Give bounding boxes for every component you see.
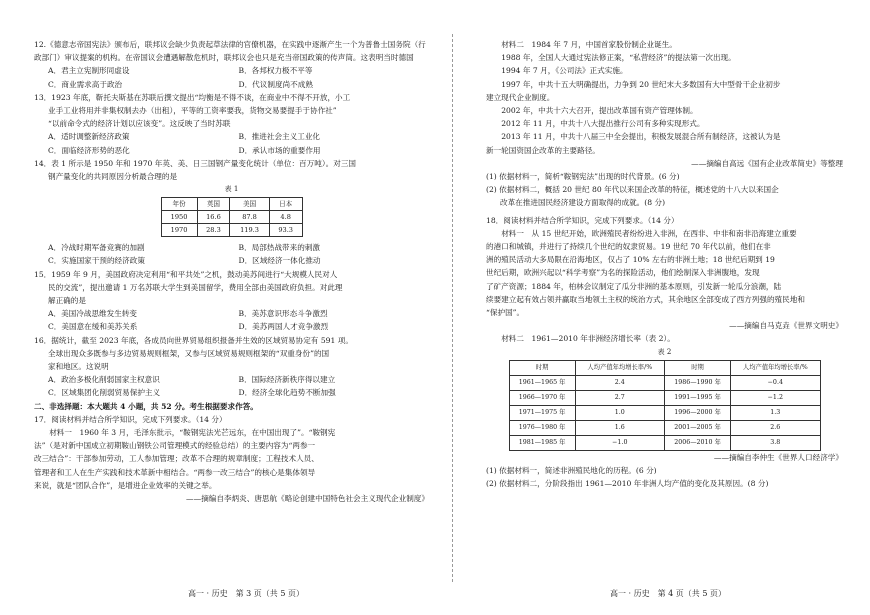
table-cell: 1996—2000 年 xyxy=(664,405,730,420)
table-header-row xyxy=(161,198,302,211)
table-header-cell: 年份 xyxy=(161,198,197,211)
q17-stem: 17．阅读材料并结合所学知识，完成下列要求。（14 分） xyxy=(34,414,227,424)
table-header-cell: 日本 xyxy=(269,198,302,211)
q15-options xyxy=(34,307,429,333)
q16-option-c[interactable]: C．区域集团化削弱贸易保护主义 xyxy=(48,388,161,398)
table-cell: 2.4 xyxy=(575,375,664,390)
q18-stem: 18．阅读材料并结合所学知识，完成下列要求。（14 分） xyxy=(486,215,679,225)
table-cell: 1.6 xyxy=(575,420,664,435)
q12-option-b[interactable]: B．各邦权力极不平等 xyxy=(238,66,313,76)
q18-material1-line-6: 续要建立起有效占领并赢取当地领土主权的统治方式，其余地区全部变成了西方列强的殖民地和 xyxy=(486,294,805,304)
table-cell: 3.8 xyxy=(731,435,820,450)
q17-material2-source: ——摘编自高远《国有企业改革简史》等整理 xyxy=(691,158,843,168)
q14-options xyxy=(34,241,429,267)
section-2-heading: 二、非选择题：本大题共 4 小题，共 52 分。考生根据要求作答。 xyxy=(34,401,258,411)
q16-stem-line-1: 16．据统计，截至 2023 年底，各成员向世界贸易组织报备并生效的区域贸易协定有 591 项。 xyxy=(34,335,353,345)
q17-material2-line-5: 建立现代企业制度。 xyxy=(486,92,555,102)
q13-stem-line-2: 业手工业将用并非集权制去办（出租），平等的工资率要我，货物交易要提手于协作社” xyxy=(48,106,337,116)
q12-options xyxy=(34,64,429,90)
steel-output-table xyxy=(161,197,303,237)
table-cell: 1971—1975 年 xyxy=(509,405,575,420)
q13-stem-line-1: 13．1923 年底，靳托夫斯基在苏联后撰文提出“均衡是不得不谈，在商业中不得不开放，小工 xyxy=(34,92,351,102)
q17-ask-1: (1) 依据材料一，简析“鞍钢宪法”出现的时代背景。(6 分) xyxy=(486,172,680,182)
q17-material2-line-2: 1988 年，全国人大通过宪法修正案，“私营经济”的提法第一次出现。 xyxy=(501,53,736,63)
q17-material1-source: ——摘编自李炳炎、唐思航《略论创建中国特色社会主义现代企业制度》 xyxy=(186,494,429,504)
table-cell: 2.7 xyxy=(575,390,664,405)
table-cell: 1981—1985 年 xyxy=(509,435,575,450)
footer-right-page-number: 高一 · 历史 第 4 页（共 5 页） xyxy=(610,589,726,598)
q18-material1-line-1: 材料一 从 15 世纪开始，欧洲殖民者纷纷进入非洲，在西非、中非和南非沿海建立重要 xyxy=(501,228,797,238)
q14-option-d[interactable]: D．区域经济一体化推动 xyxy=(238,256,321,266)
q13-stem-line-3: “以前命令式的经济计划以应该变”。这反映了当时苏联 xyxy=(48,119,231,129)
q12-option-c[interactable]: C．商业需求高于政治 xyxy=(48,79,123,89)
right-page xyxy=(486,38,843,490)
table-cell: 119.3 xyxy=(230,224,270,237)
q13-option-c[interactable]: C．面临经济形势的恶化 xyxy=(48,145,130,155)
q16-options xyxy=(34,373,429,399)
q18-material1-source: ——摘编自马克垚《世界文明史》 xyxy=(729,321,843,331)
table1-caption: 表 1 xyxy=(224,185,239,194)
table-cell: 1966—1970 年 xyxy=(509,390,575,405)
q13-option-d[interactable]: D．承认市场的重要作用 xyxy=(238,145,321,155)
table-cell: 1986—1990 年 xyxy=(664,375,730,390)
q17-material1-line-5: 来说，就是“团队合作”，是增进企业效率的关键之举。 xyxy=(34,480,217,490)
q17-material1-line-2: 法”（是对新中国成立初期鞍山钢铁公司管理模式的经验总结）的主要内容为“两参一 xyxy=(34,441,316,451)
q18-material1-line-5: 了矿产资源；1884 年，柏林会议制定了瓜分非洲的基本原则，引发新一轮瓜分浪潮，陆 xyxy=(486,281,782,291)
q17-material1-line-4: 管理者和工人在生产实践和技术革新中相结合。“两参一改三结合”的核心是集体领导 xyxy=(34,467,316,477)
table-cell: 2.6 xyxy=(731,420,820,435)
q15-option-d[interactable]: D．美苏两国人才竞争激烈 xyxy=(238,322,329,332)
table-row xyxy=(509,420,820,435)
table-row xyxy=(161,211,302,224)
table-cell: 93.3 xyxy=(269,224,302,237)
q17-material2-line-9: 新一轮国资国企改革的主要路径。 xyxy=(486,145,600,155)
africa-growth-table xyxy=(509,360,821,451)
table-header-row xyxy=(509,360,820,375)
q16-option-d[interactable]: D．经济全球化趋势不断加强 xyxy=(238,388,336,398)
table-cell: 1.0 xyxy=(575,405,664,420)
q18-material1-line-3: 洲的殖民活动大多局限在沿海地区，仅占了 10% 左右的非洲土地；18 世纪后期到 19 xyxy=(486,255,775,265)
table-cell: 1.3 xyxy=(731,405,820,420)
q14-option-a[interactable]: A．冷战时期军备竞赛的加剧 xyxy=(48,243,145,253)
table-header-cell: 时期 xyxy=(664,360,730,375)
q17-material2-line-7: 2012 年 11 月，中共十八大提出推行公司有多种实现形式。 xyxy=(501,119,705,129)
q14-stem-line-2: 钢产量变化的共同原因分析最合理的是 xyxy=(48,172,178,182)
footer-left-page-number: 高一 · 历史 第 3 页（共 5 页） xyxy=(188,589,304,598)
q17-ask-2-cont: 改革在推进国民经济建设方面取得的成就。(8 分) xyxy=(500,198,666,208)
q13-option-a[interactable]: A．适时调整新经济政策 xyxy=(48,132,130,142)
q17-material2-line-4: 1997 年，中共十五大明确提出，力争到 20 世纪末大多数国有大中型骨干企业初步 xyxy=(501,79,781,89)
table-cell: 28.3 xyxy=(197,224,230,237)
table-row xyxy=(509,375,820,390)
q17-material1-line-3: 改三结合”：干部参加劳动，工人参加管理；改革不合理的规章制度；工程技术人员、 xyxy=(34,454,319,464)
table-cell: 1950 xyxy=(161,211,197,224)
q18-material1-line-7: “保护国”。 xyxy=(486,308,525,318)
table-row xyxy=(509,435,820,450)
table-cell: 1961—1965 年 xyxy=(509,375,575,390)
q15-stem-line-1: 15．1959 年 9 月，美国政府决定利用“和平共处”之机，鼓动美苏间进行“大规模人民对人 xyxy=(34,269,338,279)
q17-ask-2: (2) 依据材料二，概括 20 世纪 80 年代以来国企改革的特征，概述党的十八大以来国企 xyxy=(486,185,779,195)
q12-option-a[interactable]: A．君主立宪制形同虚设 xyxy=(48,66,130,76)
table-row xyxy=(509,405,820,420)
q18-material1-line-4: 世纪后期，欧洲兴起以“科学考察”为名的探险活动，他们绘制深入非洲腹地，发现 xyxy=(486,268,760,278)
table-header-cell: 英国 xyxy=(197,198,230,211)
table-header-cell: 时期 xyxy=(509,360,575,375)
table-cell: 2001—2005 年 xyxy=(664,420,730,435)
table-cell: 1976—1980 年 xyxy=(509,420,575,435)
q17-material2-line-3: 1994 年 7 月，《公司法》正式实施。 xyxy=(501,66,628,76)
table-cell: 2006—2010 年 xyxy=(664,435,730,450)
q18-material2-title: 材料二 1961—2010 年非洲经济增长率（表 2）。 xyxy=(501,334,675,344)
q17-material2-line-6: 2002 年，中共十六大召开，提出改革国有资产管理体制。 xyxy=(501,106,698,116)
q18-ask-1: (1) 依据材料一，简述非洲殖民地化的历程。(6 分) xyxy=(486,465,657,475)
q17-material1-line-1: 材料一 1960 年 3 月，毛泽东批示，“鞍钢宪法光芒远东，在中国出现了”。“鞍钢宪 xyxy=(49,428,336,438)
q15-option-a[interactable]: A．美国冷战思维发生转变 xyxy=(48,309,138,319)
table-cell: −1.0 xyxy=(575,435,664,450)
q15-option-c[interactable]: C．美国意在缓和美苏关系 xyxy=(48,322,138,332)
page-divider xyxy=(452,34,453,582)
table-cell: 1970 xyxy=(161,224,197,237)
q13-options xyxy=(34,130,429,156)
q15-stem-line-2: 民的交流”，提出邀请 1 万名苏联大学生到美国留学，费用全部由美国政府负担。对此理 xyxy=(48,282,343,292)
table-header-cell: 人均产值年均增长率/% xyxy=(731,360,820,375)
table-cell: 87.8 xyxy=(230,211,270,224)
table-cell: 16.6 xyxy=(197,211,230,224)
table-cell: −1.2 xyxy=(731,390,820,405)
q13-option-b[interactable]: B．推进社会主义工业化 xyxy=(238,132,321,142)
table-header-cell: 人均产值年均增长率/% xyxy=(575,360,664,375)
table-cell: 1991—1995 年 xyxy=(664,390,730,405)
q15-option-b[interactable]: B．美苏意识形态斗争激烈 xyxy=(238,309,328,319)
q14-stem-line-1: 14．表 1 所示是 1950 年和 1970 年英、美、日三国钢产量变化统计（单位：百万吨）。对三国 xyxy=(34,158,357,168)
q17-material2-line-8: 2013 年 11 月，中共十八届三中全会提出，积极发展混合所有制经济，这被认为是 xyxy=(501,132,781,142)
q16-stem-line-2: 全球出现众多既参与多边贸易规则框架，又参与区域贸易规则框架的“双重身份”的国 xyxy=(48,348,330,358)
q14-option-b[interactable]: B．局部热战带来的刺激 xyxy=(238,243,321,253)
q17-material2-line-1: 材料二 1984 年 7 月，中国首家股份制企业诞生。 xyxy=(501,40,677,49)
q14-option-c[interactable]: C．实施国家干预的经济政策 xyxy=(48,256,145,266)
q16-option-b[interactable]: B．国际经济新秩序得以建立 xyxy=(238,375,336,385)
q16-stem-line-3: 家和地区。这说明 xyxy=(48,362,109,372)
table2-caption: 表 2 xyxy=(657,347,672,356)
q16-option-a[interactable]: A．政治多极化削弱国家主权意识 xyxy=(48,375,160,385)
q18-material1-line-2: 的港口和城镇，并进行了持续几个世纪的奴隶贸易。19 世纪 70 年代以前，他们在非 xyxy=(486,242,771,252)
table-header-cell: 美国 xyxy=(230,198,270,211)
q15-stem-line-3: 解正确的是 xyxy=(48,296,86,306)
left-page xyxy=(34,38,429,505)
table-cell: 4.8 xyxy=(269,211,302,224)
table-row xyxy=(161,224,302,237)
table-cell: −0.4 xyxy=(731,375,820,390)
q18-ask-2: (2) 依据材料二，分阶段指出 1961—2010 年非洲人均产值的变化及其原因。(8 分) xyxy=(486,479,769,489)
q18-material2-source: ——摘编自李仲生《世界人口经济学》 xyxy=(713,452,843,462)
q12-stem: 12.《德意志帝国宪法》颁布后，联邦议会缺少负责起草法律的官僚机器，在实践中逐渐产生一个为普鲁士国务院（行政部门）审议提案的机构。在帝国议会遭遇解散危机时，联邦议会也只是充当帝国政策的传声筒。这表明当时德国 xyxy=(34,40,426,63)
table-row xyxy=(509,390,820,405)
q12-option-d[interactable]: D．代议制度尚不成熟 xyxy=(238,79,313,89)
